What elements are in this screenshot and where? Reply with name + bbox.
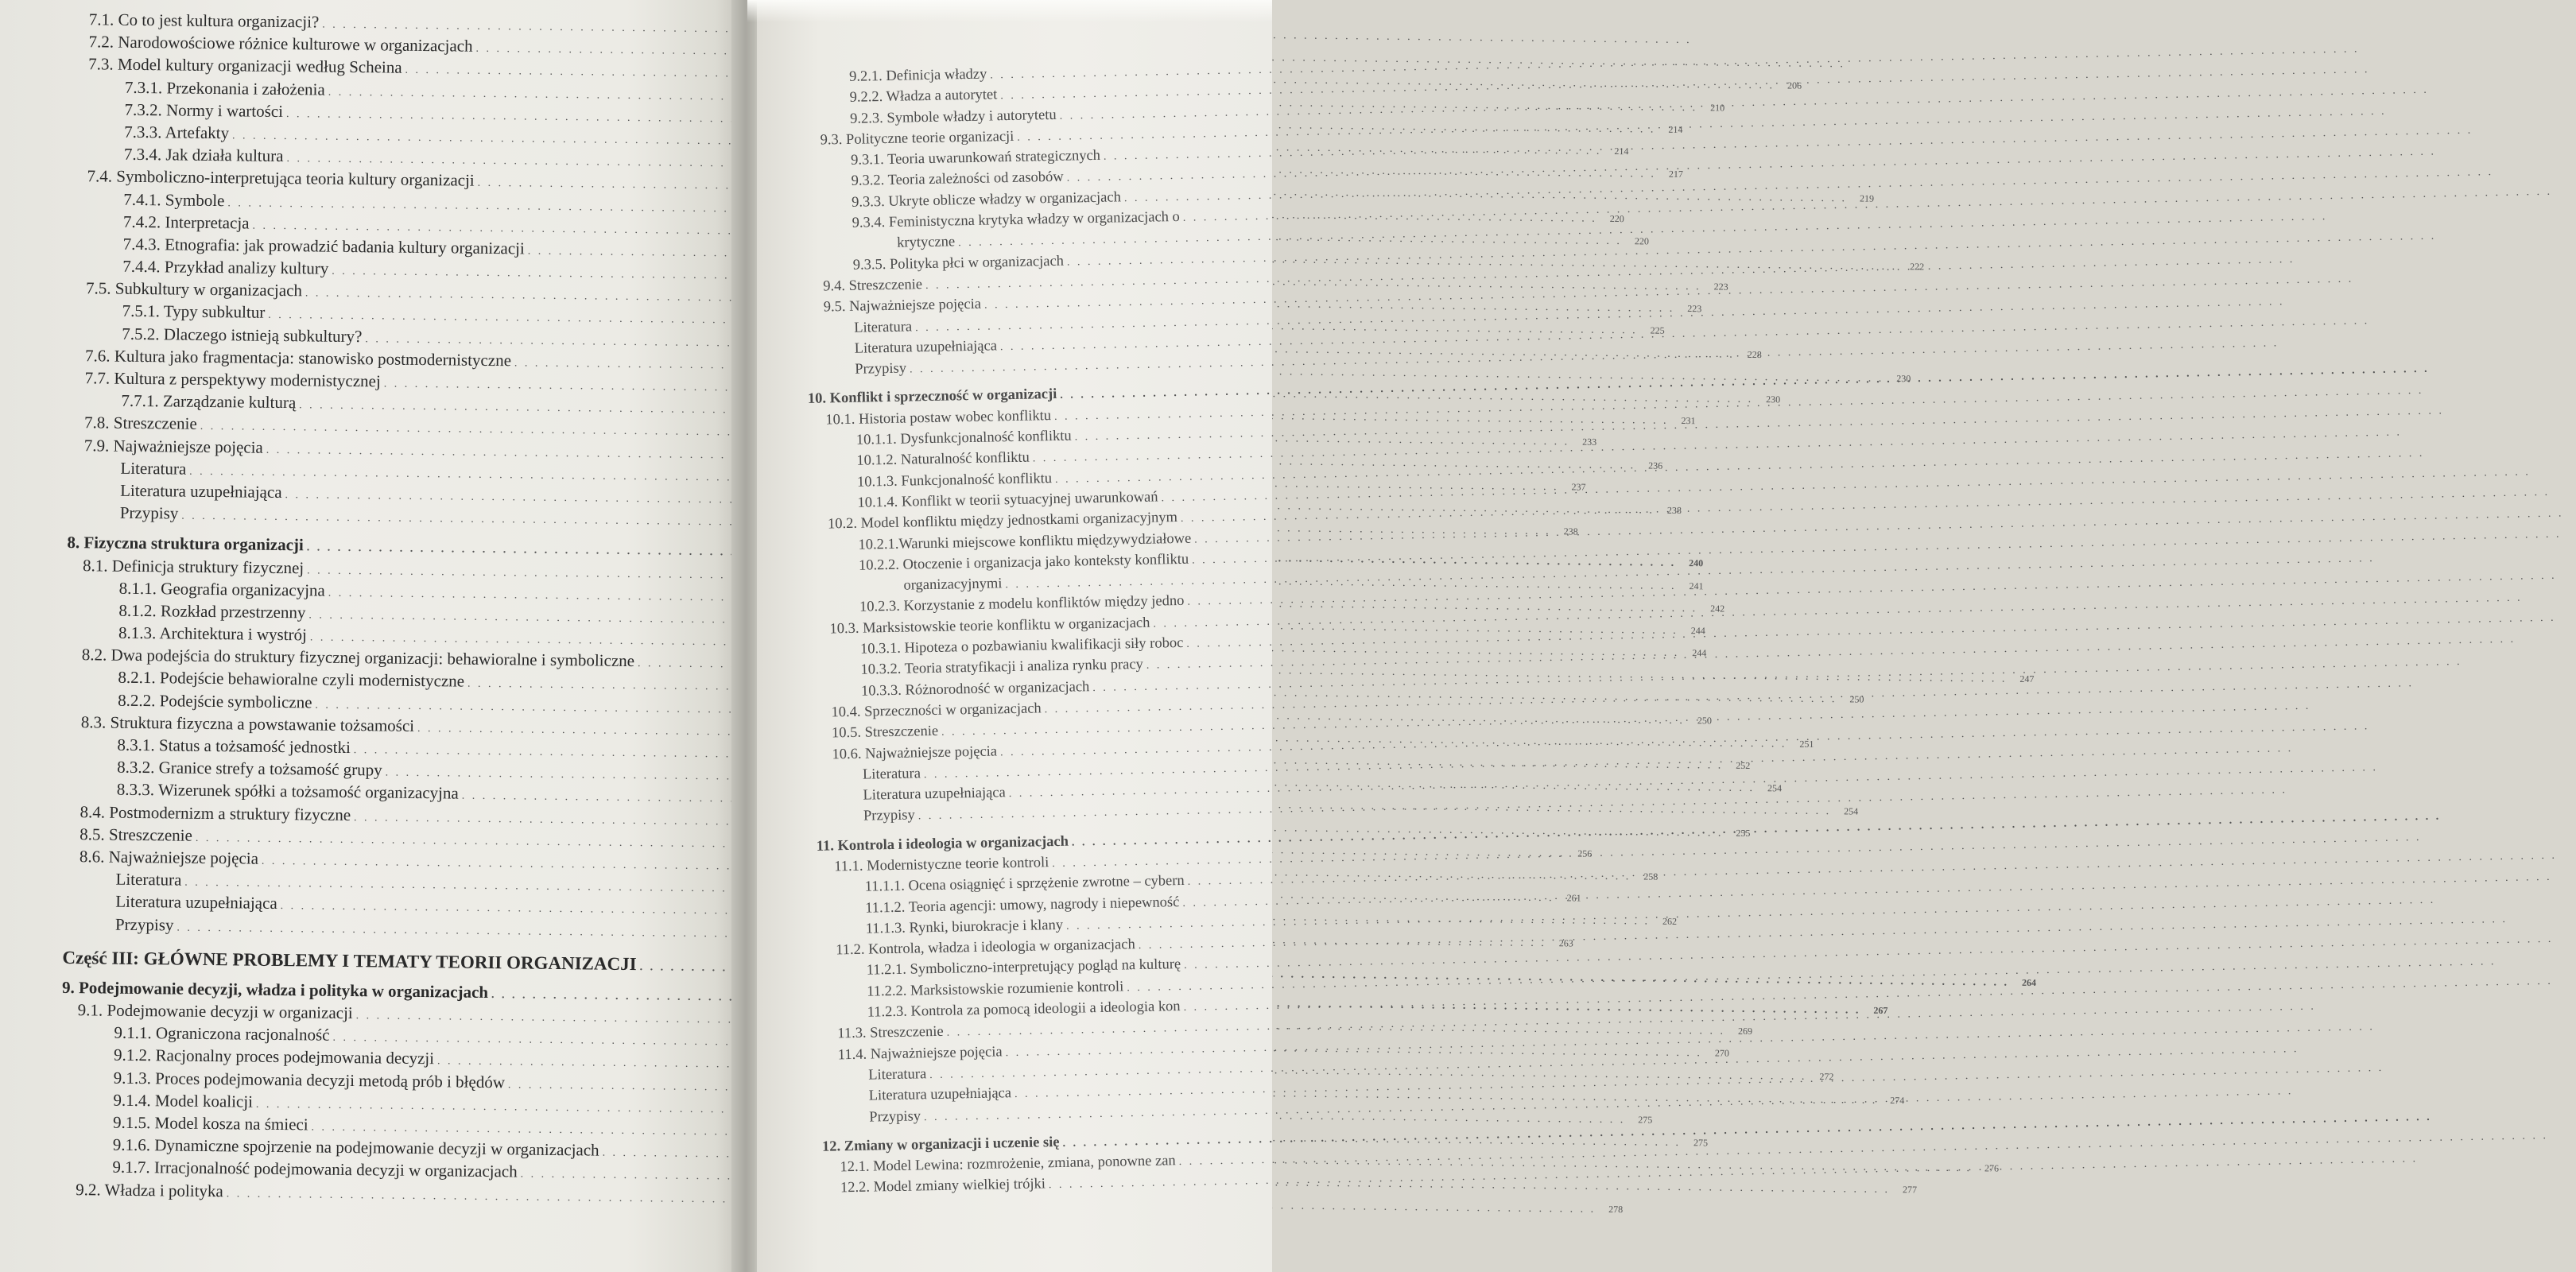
toc-entry-label: 10. Konflikt i sprzeczność w organizacji: [807, 386, 1057, 408]
toc-page-number: 219: [1859, 192, 1875, 205]
toc-entry-label: 10.1.1. Dysfunkcjonalność konfliktu: [855, 428, 1072, 448]
toc-entry-label: 8.2. Dwa podejścia do struktury fizycznej organizacji: behawioralne i symboliczne: [81, 645, 635, 671]
toc-page-number: 231: [1681, 415, 1696, 427]
toc-page-number: 275: [1638, 1114, 1653, 1126]
toc-entry-label: 10.1.4. Konflikt w teorii sytuacyjnej uwarunkowań: [857, 489, 1158, 511]
toc-page-number: 238: [1666, 504, 1682, 516]
toc-part-label: Część III: GŁÓWNE PROBLEMY I TEMATY TEORII ORGANIZACJI: [62, 947, 637, 974]
toc-entry-label: 9.5. Najważniejsze pojęcia: [823, 296, 982, 316]
toc-page-number: 262: [1662, 916, 1678, 928]
toc-page-number: 247: [2019, 673, 2035, 685]
toc-entry-label: 11.1.3. Rynki, biurokracje i klany: [865, 917, 1064, 937]
toc-entry-label: Literatura uzupełniająca: [854, 338, 998, 357]
toc-page-number: 206: [1787, 80, 1802, 92]
toc-entry-label: 11.1. Modernistyczne teorie kontroli: [834, 855, 1049, 875]
toc-entry-label: 9.1.7. Irracjonalność podejmowania decyzji w organizacjach: [112, 1158, 518, 1181]
toc-entry-label: 9.1.6. Dynamiczne spojrzenie na podejmowanie decyzji w organizacjach: [112, 1134, 599, 1160]
toc-entry-label: 9.3.4. Feministyczna krytyka władzy w organizacjach o: [852, 208, 1181, 231]
toc-entry-label: 11.2. Kontrola, władza i ideologia w organizacjach: [836, 937, 1135, 959]
toc-entry-label: Literatura: [854, 318, 913, 336]
toc-entry-label: 7.1. Co to jest kultura organizacji?: [88, 10, 320, 32]
toc-entry-label: Literatura: [120, 458, 187, 479]
toc-entry-label: Literatura: [115, 869, 182, 890]
toc-page-number: 220: [1634, 235, 1649, 247]
toc-page-number: 254: [1844, 805, 1859, 817]
toc-entry-label: 12. Zmiany w organizacji i uczenie się: [821, 1134, 1060, 1155]
toc-page-number: 250: [1697, 714, 1712, 727]
toc-entry-label: 8.6. Najważniejsze pojęcia: [79, 847, 259, 868]
toc-page-number: 258: [1643, 871, 1658, 882]
toc-right: [801, 60, 1379, 1202]
toc-page-number: 276: [1984, 1162, 2000, 1174]
toc-entry-label: Przypisy: [869, 1107, 921, 1126]
toc-entry-label: 7.8. Streszczenie: [83, 413, 197, 434]
toc-entry-label: 9.1.3. Proces podejmowania decyzji metodą prób i błędów: [113, 1068, 506, 1092]
toc-entry-label: 7.3.1. Przekonania i założenia: [124, 77, 325, 99]
toc-page-number: 251: [1799, 738, 1814, 750]
toc-page-number: 230: [1766, 394, 1781, 405]
toc-entry-label: 9.1.4. Model koalicji: [113, 1090, 254, 1111]
toc-entry-label: 7.4.1. Symbole: [123, 189, 225, 210]
toc-page-number: 222: [1910, 261, 1925, 273]
toc-entry-label: 9.2.1. Definicja władzy: [848, 66, 987, 85]
toc-entry-label: 10.4. Sprzeczności w organizacjach: [831, 700, 1042, 721]
toc-entry-label: Literatura uzupełniająca: [115, 891, 277, 913]
toc-page-number: 261: [1566, 892, 1581, 904]
toc-page-number: 214: [1614, 145, 1629, 157]
toc-entry-label: 10.3.2. Teoria stratyfikacji i analiza rynku pracy: [860, 657, 1144, 679]
toc-entry-label: 9.2. Władza i polityka: [76, 1179, 223, 1200]
toc-entry-label: Literatura: [862, 766, 921, 783]
toc-entry-label: 7.4. Symboliczno-interpretująca teoria kultury organizacji: [87, 166, 475, 191]
toc-page-number: 214: [1668, 123, 1683, 135]
toc-entry-label: 10.2. Model konfliktu między jednostkami organizacyjnym: [827, 510, 1178, 533]
toc-page-number: 230: [1896, 372, 1911, 385]
toc-entry-label: 7.4.2. Interpretacja: [122, 211, 250, 233]
toc-entry-label: 8. Fizyczna struktura organizacji: [67, 533, 304, 555]
toc-page-number: 244: [1692, 647, 1707, 659]
toc-entry-label: 8.3.1. Status a tożsamość jednostki: [117, 735, 351, 758]
toc-entry-label: 7.3.4. Jak działa kultura: [123, 144, 284, 166]
toc-page-number: 240: [1689, 557, 1704, 569]
toc-page-number: 241: [1689, 580, 1704, 591]
toc-entry-label: 8.1.2. Rozkład przestrzenny: [118, 600, 306, 622]
toc-entry-label: 7.6. Kultura jako fragmentacja: stanowisko postmodernistyczne: [84, 346, 512, 370]
toc-page-number: 210: [1710, 101, 1725, 114]
toc-entry-label: Przypisy: [863, 807, 915, 825]
toc-entry-label: 11.4. Najważniejsze pojęcia: [837, 1044, 1003, 1064]
toc-entry-label: 12.2. Model zmiany wielkiej trójki: [840, 1176, 1046, 1196]
toc-page-number: 278: [1608, 1203, 1624, 1215]
toc-page-number: 225: [1650, 324, 1665, 337]
toc-entry-label: 11.2.3. Kontrola za pomocą ideologii a ideologia kon: [867, 999, 1181, 1021]
toc-page-number: 228: [1747, 348, 1762, 360]
toc-entry-label: 7.5.1. Typy subkultur: [122, 301, 266, 323]
toc-entry-label: 10.5. Streszczenie: [831, 723, 939, 742]
toc-entry-label: Przypisy: [119, 502, 179, 523]
toc-entry-label: 11. Kontrola i ideologia w organizacjach: [816, 833, 1069, 855]
toc-entry-label: 9.1.1. Ograniczona racjonalność: [114, 1022, 330, 1045]
toc-page-number: 233: [1582, 436, 1597, 448]
toc-entry-label: 10.1.3. Funkcjonalność konfliktu: [856, 470, 1053, 491]
toc-page-number: 267: [1873, 1004, 1888, 1016]
toc-page-number: 275: [1693, 1137, 1709, 1149]
toc-page-number: 223: [1687, 303, 1702, 315]
toc-page-number: 252: [1736, 759, 1751, 771]
toc-entry-label: 11.2.2. Marksistowskie rozumienie kontroli: [867, 979, 1124, 1000]
toc-entry-label: 9.2.3. Symbole władzy i autorytetu: [849, 107, 1057, 127]
toc-entry-label: 10.2.3. Korzystanie z modelu konfliktów między jedno: [859, 593, 1185, 616]
toc-entry-label: 7.5. Subkultury w organizacjach: [85, 278, 303, 301]
toc-entry-label: 9.2.2. Władza a autorytet: [849, 87, 998, 107]
toc-entry-label: 10.6. Najważniejsze pojęcia: [832, 743, 998, 762]
toc-entry-label: 9.3.2. Teoria zależności od zasobów: [851, 169, 1064, 190]
toc-page-number: 223: [1713, 281, 1728, 293]
toc-entry-label: Literatura uzupełniająca: [863, 785, 1006, 804]
toc-entry-label: 9.3.5. Polityka płci w organizacjach: [852, 253, 1065, 273]
toc-entry-label: 8.3.3. Wizerunek spółki a tożsamość organizacyjna: [116, 780, 459, 803]
toc-entry-label: 10.2.1.Warunki miejscowe konfliktu międzywydziałowe: [858, 530, 1192, 553]
toc-entry-label: 11.3. Streszczenie: [837, 1024, 944, 1042]
toc-entry-label: 10.3. Marksistowskie teorie konfliktu w organizacjach: [829, 615, 1150, 638]
toc-page-number: 277: [1902, 1184, 1918, 1196]
toc-page-number: 238: [1563, 525, 1578, 537]
toc-page-number: 242: [1710, 603, 1725, 615]
toc-entry-label: 7.3.2. Normy i wartości: [124, 99, 284, 121]
toc-entry-label: 9.3. Polityczne teorie organizacji: [820, 128, 1014, 149]
toc-page-number: 244: [1690, 625, 1705, 637]
toc-entry-label: organizacyjnymi: [903, 576, 1003, 594]
toc-entry-label: Przypisy: [114, 914, 174, 935]
toc-entry-label: 10.3.1. Hipoteza o pozbawianiu kwalifikacji siły roboc: [859, 634, 1184, 657]
toc-entry-label: 7.9. Najważniejsze pojęcia: [83, 435, 263, 457]
toc-entry-label: 9.1. Podejmowanie decyzji w organizacji: [77, 1000, 353, 1023]
toc-entry-label: 11.1.2. Teoria agencji: umowy, nagrody i niepewność: [865, 894, 1180, 917]
toc-page-number: 254: [1767, 782, 1783, 794]
toc-entry-label: 11.1.1. Ocena osiągnięć i sprzężenie zwrotne – cybern: [864, 873, 1185, 895]
toc-entry-label: 8.1.1. Geografia organizacyjna: [118, 578, 325, 600]
toc-entry-label: 9.1.2. Racjonalny proces podejmowania decyzji: [113, 1045, 435, 1068]
toc-entry-label: 10.3.3. Różnorodność w organizacjach: [860, 678, 1090, 700]
toc-entry-label: 9.3.1. Teoria uwarunkowań strategicznych: [851, 147, 1101, 169]
toc-entry-label: 7.4.3. Etnografia: jak prowadzić badania kultury organizacji: [122, 234, 525, 258]
page-highlight: [747, 0, 1272, 22]
toc-entry-label: 8.2.2. Podejście symboliczne: [118, 690, 312, 712]
toc-entry-label: 10.1. Historia postaw wobec konfliktu: [825, 407, 1052, 429]
toc-entry-label: 8.5. Streszczenie: [80, 824, 193, 845]
toc-page-number: 237: [1571, 481, 1586, 493]
toc-entry-label: 8.1. Definicja struktury fizycznej: [82, 555, 305, 577]
toc-entry-label: krytyczne: [897, 234, 956, 252]
toc-entry-label: Literatura: [868, 1066, 927, 1084]
toc-entry-label: 7.5.2. Dlaczego istnieją subkultury?: [122, 324, 363, 346]
toc-entry-label: 8.1.3. Architektura i wystrój: [118, 622, 308, 645]
toc-page-number: 274: [1890, 1094, 1905, 1106]
toc-page-number: 250: [1849, 693, 1864, 706]
toc-page-number: 269: [1737, 1025, 1753, 1037]
toc-entry-label: 7.7. Kultura z perspektywy modernistycznej: [84, 368, 381, 391]
toc-entry-label: 12.1. Model Lewina: rozmrożenie, zmiana, ponowne zan: [840, 1153, 1176, 1176]
toc-entry-label: 9. Podejmowanie decyzji, władza i polityka w organizacjach: [61, 977, 489, 1002]
toc-page-number: 217: [1668, 168, 1683, 180]
toc-entry-label: 9.4. Streszczenie: [823, 277, 923, 295]
toc-page-number: 272: [1819, 1071, 1834, 1083]
toc-entry-label: 7.3. Model kultury organizacji według Scheina: [88, 54, 402, 78]
toc-entry-label: 8.2.1. Podejście behawioralne czyli modernistyczne: [118, 668, 465, 692]
toc-entry-label: 8.4. Postmodernizm a struktury fizyczne: [80, 801, 351, 824]
toc-entry-label: 7.2. Narodowościowe różnice kulturowe w organizacjach: [88, 32, 473, 56]
toc-page-number: 256: [1577, 847, 1593, 859]
toc-page-number: 220: [1609, 212, 1624, 224]
toc-entry-label: 11.2.1. Symboliczno-interpretujący pogląd na kulturę: [866, 956, 1181, 979]
toc-page-number: 236: [1648, 460, 1663, 471]
toc-entry-label: 8.3. Struktura fizyczna a powstawanie tożsamości: [80, 712, 415, 735]
toc-entry-label: Literatura uzupełniająca: [120, 480, 282, 502]
toc-page-number: 264: [2021, 976, 2037, 988]
toc-entry-label: Literatura uzupełniająca: [868, 1085, 1012, 1104]
toc-entry-label: 7.4.4. Przykład analizy kultury: [122, 256, 329, 278]
toc-entry-label: 9.3.3. Ukryte oblicze władzy w organizacjach: [852, 189, 1122, 211]
toc-entry-label: 9.1.5. Model kosza na śmieci: [112, 1112, 308, 1134]
toc-page-number: 270: [1714, 1047, 1729, 1059]
toc-page-number: 263: [1558, 937, 1573, 948]
toc-entry-label: Przypisy: [855, 360, 907, 378]
toc-entry-label: 8.3.2. Granice strefy a tożsamość grupy: [117, 757, 382, 780]
toc-entry-label: 10.1.2. Naturalność konfliktu: [856, 449, 1030, 470]
toc-page-number: 255: [1736, 827, 1751, 839]
toc-entry-label: 10.2.2. Otoczenie i organizacja jako konteksty konfliktu: [858, 551, 1189, 574]
toc-entry-label: 7.7.1. Zarządzanie kulturą: [121, 390, 297, 413]
toc-entry-label: 7.3.3. Artefakty: [124, 122, 230, 143]
